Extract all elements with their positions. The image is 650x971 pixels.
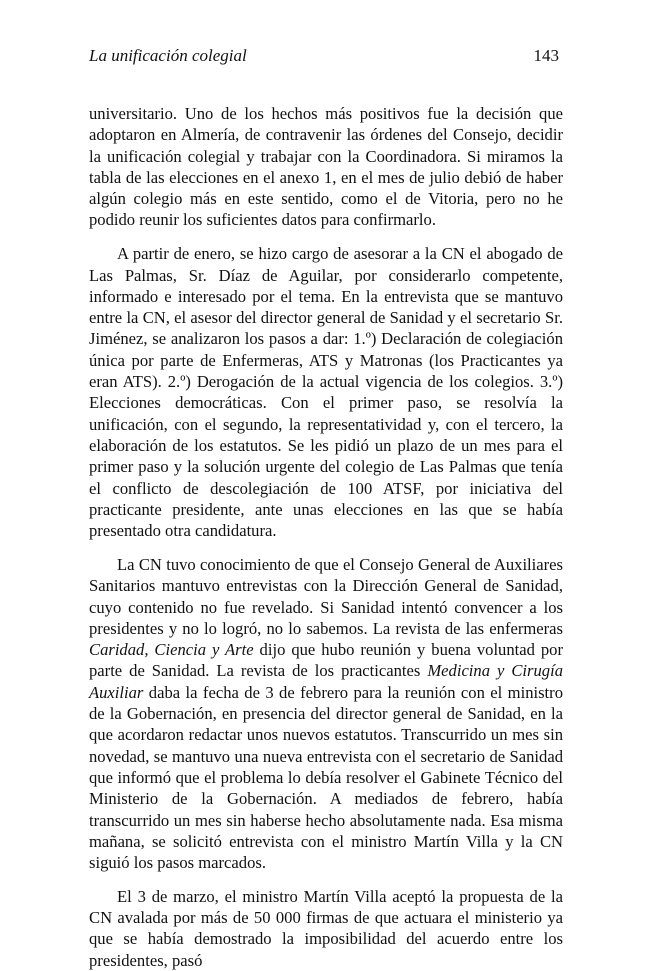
- paragraph-2: [89, 243, 563, 541]
- body-text: [89, 103, 563, 971]
- paragraph-text: daba la fecha de 3 de febrero para la reunión con el ministro de la Gobernación, en presencia del director general de Sanidad, en la que acordaron redactar unos nuevos estatutos. Transcurrido un mes sin novedad, se mantuvo una nueva entrevista con el secretario de Sanidad que informó que el problema lo debía resolver el Gabinete Técnico del Ministerio de la Gobernación. A mediados de febrero, había transcurrido un mes sin haberse hecho absolutamente nada. Esa misma mañana, se solicitó entrevista con el ministro Martín Villa y la CN siguió los pasos marcados.: [89, 682, 563, 873]
- journal-title-medicina: Medicina y Cirugía Auxiliar: [89, 661, 563, 702]
- paragraph-text: dijo que hubo reunión y buena voluntad por parte de Sanidad. La revista de los practicantes: [89, 640, 563, 681]
- page-number: 143: [533, 46, 559, 65]
- paragraph-text: universitario. Uno de los hechos más positivos fue la decisión que adoptaron en Almería, de contravenir las órdenes del Consejo, decidir la unificación colegial y trabajar con la Coordinadora. Si miramos la tabla de las elecciones en el anexo 1, en el mes de julio debió de haber algún colegio más en este sentido, como el de Vitoria, pero no he podido reunir los suficientes datos para confirmarlo.: [89, 104, 563, 230]
- journal-title-caridad: Caridad, Ciencia y Arte: [89, 640, 254, 660]
- paragraph-text: El 3 de marzo, el ministro Martín Villa aceptó la propuesta de la CN avalada por más de 50 000 firmas de que actuara el ministerio ya que se había demostrado la imposibilidad del acuerdo entre los presidentes, pasó: [89, 886, 563, 970]
- paragraph-text: A partir de enero, se hizo cargo de asesorar a la CN el abogado de Las Palmas, Sr. Díaz de Aguilar, por considerarlo competente, informado e interesado por el tema. En la entrevista que se mantuvo entre la CN, el asesor del director general de Sanidad y el secretario Sr. Jiménez, se analizaron los pasos a dar: 1.º) Declaración de colegiación única por parte de Enfermeras, ATS y Matronas (los Practicantes ya eran ATS). 2.º) Derogación de la actual vigencia de los colegios. 3.º) Elecciones democráticas. Con el primer paso, se resolvía la unificación, con el segundo, la representatividad y, con el tercero, la elaboración de los estatutos. Se les pidió un plazo de un mes para el primer paso y la solución urgente del colegio de Las Palmas que tenía el conflicto de descolegiación de 100 ATSF, por iniciativa del practicante presidente, ante unas elecciones en las que se había presentado otra candidatura.: [89, 244, 563, 541]
- paragraph-3: [89, 554, 563, 873]
- paragraph-4: [89, 886, 563, 971]
- running-title: La unificación colegial: [89, 46, 247, 65]
- running-head: [89, 46, 561, 72]
- paragraph-1: [89, 103, 563, 231]
- paragraph-text: La CN tuvo conocimiento de que el Consejo General de Auxiliares Sanitarios mantuvo entrevistas con la Dirección General de Sanidad, cuyo contenido no fue revelado. Si Sanidad intentó convencer a los presidentes y no lo logró, no lo sabemos. La revista de las enfermeras: [89, 554, 563, 638]
